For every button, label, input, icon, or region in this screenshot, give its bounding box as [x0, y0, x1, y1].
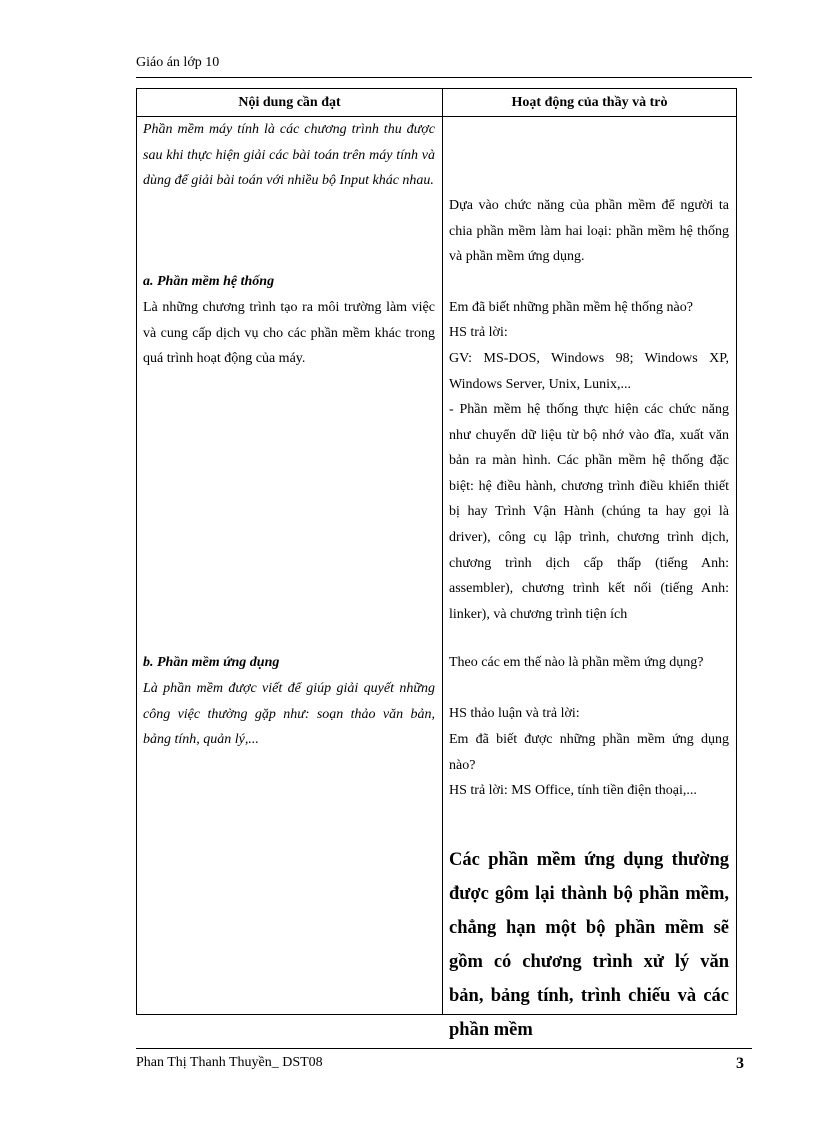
activity-student-answer-apps: HS trả lời: MS Office, tính tiền điện thoại,... [449, 783, 697, 798]
section-a-text: Là những chương trình tạo ra môi trường làm việc và cung cấp dịch vụ cho các phần mềm khác trong quá trình hoạt động của máy. [143, 300, 435, 367]
activity-discussion: HS thảo luận và trả lời: [449, 706, 580, 721]
column-header-activity: Hoạt động của thầy và trò [511, 95, 668, 110]
activity-system-explanation: - Phần mềm hệ thống thực hiện các chức năng như chuyển dữ liệu từ bộ nhớ vào đĩa, xuất văn bản ra màn hình. Các phần mềm hệ thống đặc biệt: hệ điều hành, chương trình điều khiển thiết bị hay Trình Vận Hành (chúng ta hay gọi là driver), công cụ lập trình, chương trình dịch, chương trình dịch cấp thấp (tiếng Anh: assembler), chương trình kết nối (tiếng Anh: linker), và chương trình tiện ích [449, 402, 729, 622]
column-header-content: Nội dung cần đạt [238, 95, 341, 110]
activity-question-known-apps: Em đã biết được những phần mềm ứng dụng nào? [449, 732, 729, 773]
activity-question-application: Theo các em thế nào là phần mềm ứng dụng? [449, 655, 704, 670]
activity-paragraph-1: Dựa vào chức năng của phần mềm để người ta chia phần mềm làm hai loại: phần mềm hệ thống và phần mềm ứng dụng. [449, 198, 729, 265]
page-number: 3 [736, 1055, 744, 1072]
section-b-text: Là phần mềm được viết để giúp giải quyết những công việc thường gặp như: soạn thảo văn bản, bảng tính, quản lý,... [143, 681, 435, 748]
column-divider [442, 89, 443, 1014]
page-header [136, 53, 752, 78]
activity-software-suite: Các phần mềm ứng dụng thường được gôm lại thành bộ phần mềm, chẳng hạn một bộ phần mềm sẽ gồm có chương trình xử lý văn bản, bảng tính, trình chiếu và các phần mềm [449, 850, 729, 1040]
page-footer [136, 1048, 752, 1079]
activity-teacher-answer: GV: MS-DOS, Windows 98; Windows XP, Windows Server, Unix, Lunix,... [449, 351, 729, 392]
lesson-table [136, 88, 737, 1040]
footer-author: Phan Thị Thanh Thuyền_ DST08 [136, 1055, 323, 1070]
section-a-title: a. Phần mềm hệ thống [143, 274, 275, 289]
header-text: Giáo án lớp 10 [136, 55, 220, 70]
section-b-title: b. Phần mềm ứng dụng [143, 655, 280, 670]
activity-student-answer-label: HS trả lời: [449, 325, 508, 340]
intro-paragraph: Phần mềm máy tính là các chương trình thu được sau khi thực hiện giải các bài toán trên máy tính và dùng để giải bài toán với nhiều bộ Input khác nhau. [143, 122, 435, 189]
activity-question-system: Em đã biết những phần mềm hệ thống nào? [449, 300, 693, 315]
